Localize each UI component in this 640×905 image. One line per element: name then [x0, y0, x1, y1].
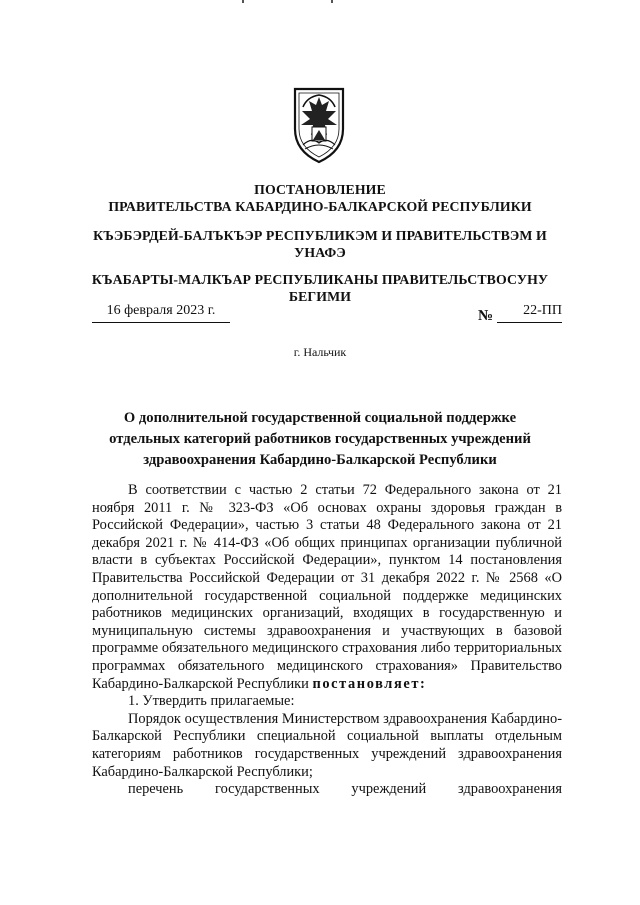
date-number-row — [92, 303, 562, 327]
header-kabardian-line1: КЪЭБЭРДЕЙ-БАЛЪКЪЭР РЕСПУБЛИКЭМ И ПРАВИТЕЛЬСТВЭМ И — [93, 228, 547, 243]
paragraph: перечень государственных учреждений здравоохранения — [128, 781, 562, 798]
decree-word: постановляет: — [312, 675, 427, 692]
header-balkar-line1: КЪАБАРТЫ-МАЛКЪАР РЕСПУБЛИКАНЫ ПРАВИТЕЛЬСТВОСУНУ — [91, 272, 549, 287]
paragraph: 1. Утвердить прилагаемые: — [128, 693, 295, 710]
paragraph: Порядок осуществления Министерством здравоохранения Кабардино-Балкарской Республики специальной социальной выплаты отдельным категориям работников государственных учреждений здравоохранения Кабардино-Балкарской Республики; — [92, 710, 562, 780]
paragraph — [92, 482, 562, 693]
header-balkar-line2: БЕГИМИ — [288, 289, 352, 304]
city: г. Нальчик — [293, 345, 347, 359]
title-line: О дополнительной государственной социальной поддержке — [123, 410, 517, 426]
scan-mark — [242, 0, 244, 3]
decree-number: 22-ПП — [497, 303, 562, 323]
paragraph-text: В соответствии с частью 2 статьи 72 Федерального закона от 21 ноября 2011 г. № 323-ФЗ «Об основах охраны здоровья граждан в Российской Федерации», частью 3 статьи 48 Федерального закона от 21 декабря 2021 г. № 414-ФЗ «Об общих принципах организации публичной власти в субъектах Российской Федерации», пунктом 14 постановления Правительства Российской Федерации от 31 декабря 2022 г. № 2568 «О дополнительной государственной социальной поддержке медицинских работников медицинских организаций, входящих в государственную и муниципальную системы здравоохранения и участвующих в базовой программе обязательного медицинского страхования либо территориальных программах обязательного медицинского страхования» Правительство Кабардино-Балкарской Республики — [92, 482, 562, 692]
scan-mark — [331, 0, 333, 3]
document-title — [90, 408, 550, 471]
document-body — [92, 482, 562, 799]
title-line: здравоохранения Кабардино-Балкарской Республики — [143, 452, 497, 468]
header-title: ПОСТАНОВЛЕНИЕ — [254, 182, 386, 197]
header-government: ПРАВИТЕЛЬСТВА КАБАРДИНО-БАЛКАРСКОЙ РЕСПУБЛИКИ — [108, 199, 532, 214]
title-line: отдельных категорий работников государственных учреждений — [109, 431, 531, 447]
decree-date: 16 февраля 2023 г. — [92, 303, 230, 323]
number-sign: № — [478, 308, 494, 324]
header-kabardian-line2: УНАФЭ — [294, 245, 346, 260]
coat-of-arms-emblem — [291, 85, 347, 165]
